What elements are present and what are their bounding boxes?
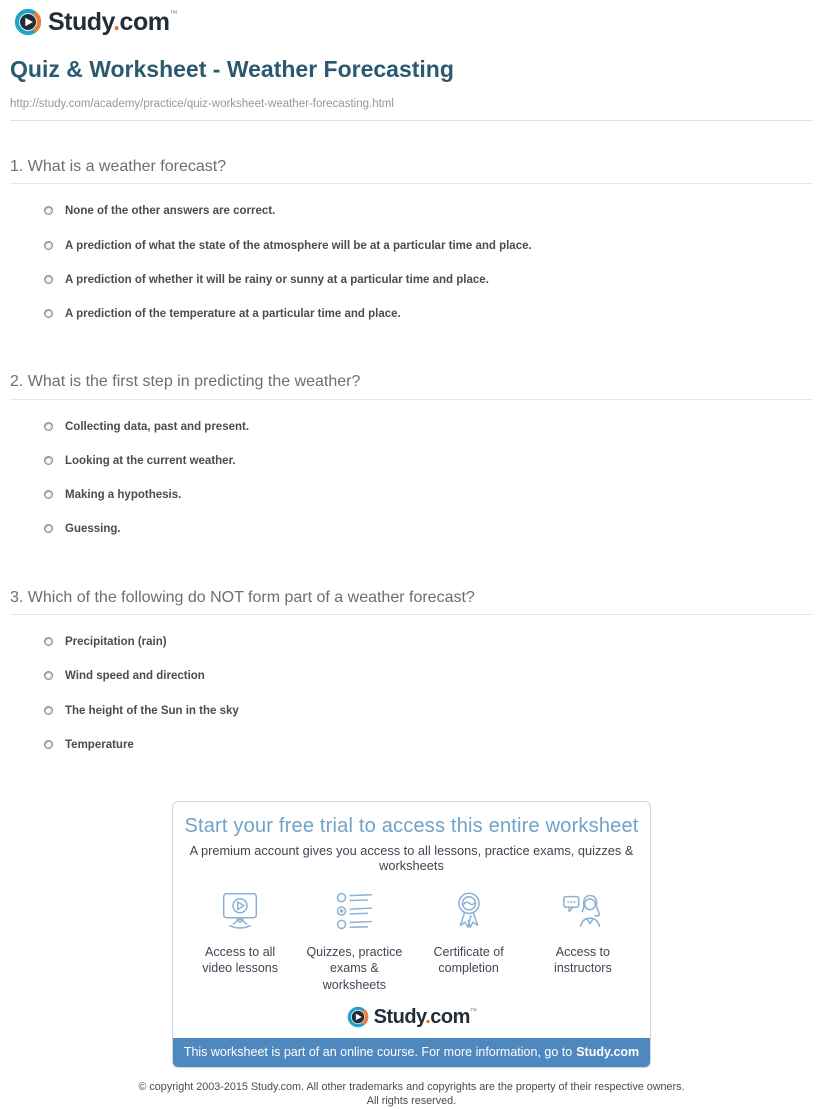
question-heading: 3. Which of the following do NOT form part of a weather forecast?: [10, 589, 813, 607]
copyright-notice: © copyright 2003-2015 Study.com. All other trademarks and copyrights are the property of their respective owners. All rights reserved.: [10, 1080, 813, 1109]
radio-button[interactable]: [44, 241, 53, 250]
quiz-list-icon: [331, 888, 377, 934]
feature-quizzes: [297, 888, 411, 993]
radio-button[interactable]: [44, 637, 53, 646]
free-trial-promo-box: [172, 801, 651, 1068]
radio-button[interactable]: [44, 206, 53, 215]
radio-button[interactable]: [44, 275, 53, 284]
answer-option: [10, 455, 813, 468]
options-list: [10, 205, 813, 321]
radio-button[interactable]: [44, 524, 53, 533]
answer-option: [10, 240, 813, 253]
promo-subheading: A premium account gives you access to all lessons, practice exams, quizzes & worksheets: [173, 843, 650, 873]
answer-option: [10, 636, 813, 649]
radio-button[interactable]: [44, 706, 53, 715]
logo-wordmark: Study.com™: [48, 10, 177, 35]
header-divider: [10, 120, 813, 121]
feature-instructors: [526, 888, 640, 993]
feature-label: Certificate of completion: [412, 944, 526, 977]
feature-label: Access to all video lessons: [183, 944, 297, 977]
question-divider: [10, 399, 813, 400]
feature-certificate: [412, 888, 526, 993]
question-heading: 1. What is a weather forecast?: [10, 158, 813, 176]
question-2: [10, 373, 813, 536]
radio-button[interactable]: [44, 740, 53, 749]
logo-wordmark: Study.com™: [374, 1007, 477, 1027]
options-list: [10, 636, 813, 752]
option-label: Collecting data, past and present.: [65, 421, 249, 434]
studycom-logo-promo[interactable]: [347, 1006, 477, 1028]
answer-option: [10, 670, 813, 683]
answer-option: [10, 739, 813, 752]
play-circle-logo-icon: [347, 1006, 369, 1028]
option-label: Precipitation (rain): [65, 636, 167, 649]
option-label: A prediction of what the state of the atmosphere will be at a particular time and place.: [65, 240, 532, 253]
answer-option: [10, 421, 813, 434]
answer-option: [10, 308, 813, 321]
radio-button[interactable]: [44, 490, 53, 499]
video-monitor-icon: [217, 888, 263, 934]
banner-text: This worksheet is part of an online course. For more information, go to: [184, 1045, 572, 1059]
feature-list: [173, 888, 650, 993]
answer-option: [10, 274, 813, 287]
certificate-icon: [446, 888, 492, 934]
feature-video-lessons: [183, 888, 297, 993]
option-label: None of the other answers are correct.: [65, 205, 275, 218]
radio-button[interactable]: [44, 422, 53, 431]
answer-option: [10, 523, 813, 536]
option-label: Temperature: [65, 739, 134, 752]
options-list: [10, 421, 813, 537]
instructor-chat-icon: [560, 888, 606, 934]
option-label: The height of the Sun in the sky: [65, 705, 239, 718]
feature-label: Quizzes, practice exams & worksheets: [297, 944, 411, 993]
answer-option: [10, 205, 813, 218]
option-label: Wind speed and direction: [65, 670, 205, 683]
answer-option: [10, 489, 813, 502]
studycom-logo[interactable]: [10, 8, 813, 36]
trademark-mark: ™: [470, 1008, 477, 1015]
question-1: [10, 158, 813, 321]
studycom-link[interactable]: Study.com: [576, 1045, 639, 1059]
option-label: A prediction of the temperature at a particular time and place.: [65, 308, 401, 321]
question-3: [10, 589, 813, 752]
play-circle-logo-icon: [14, 8, 42, 36]
radio-button[interactable]: [44, 309, 53, 318]
option-label: Making a hypothesis.: [65, 489, 181, 502]
trademark-mark: ™: [169, 9, 177, 18]
question-heading: 2. What is the first step in predicting the weather?: [10, 373, 813, 391]
page-url: http://study.com/academy/practice/quiz-worksheet-weather-forecasting.html: [10, 98, 813, 110]
feature-label: Access to instructors: [526, 944, 640, 977]
answer-option: [10, 705, 813, 718]
course-info-banner: [173, 1038, 650, 1067]
radio-button[interactable]: [44, 456, 53, 465]
question-divider: [10, 183, 813, 184]
question-divider: [10, 614, 813, 615]
promo-heading: Start your free trial to access this entire worksheet: [173, 815, 650, 838]
option-label: Looking at the current weather.: [65, 455, 236, 468]
page-title: Quiz & Worksheet - Weather Forecasting: [10, 57, 813, 82]
option-label: A prediction of whether it will be rainy or sunny at a particular time and place.: [65, 274, 489, 287]
option-label: Guessing.: [65, 523, 121, 536]
radio-button[interactable]: [44, 671, 53, 680]
